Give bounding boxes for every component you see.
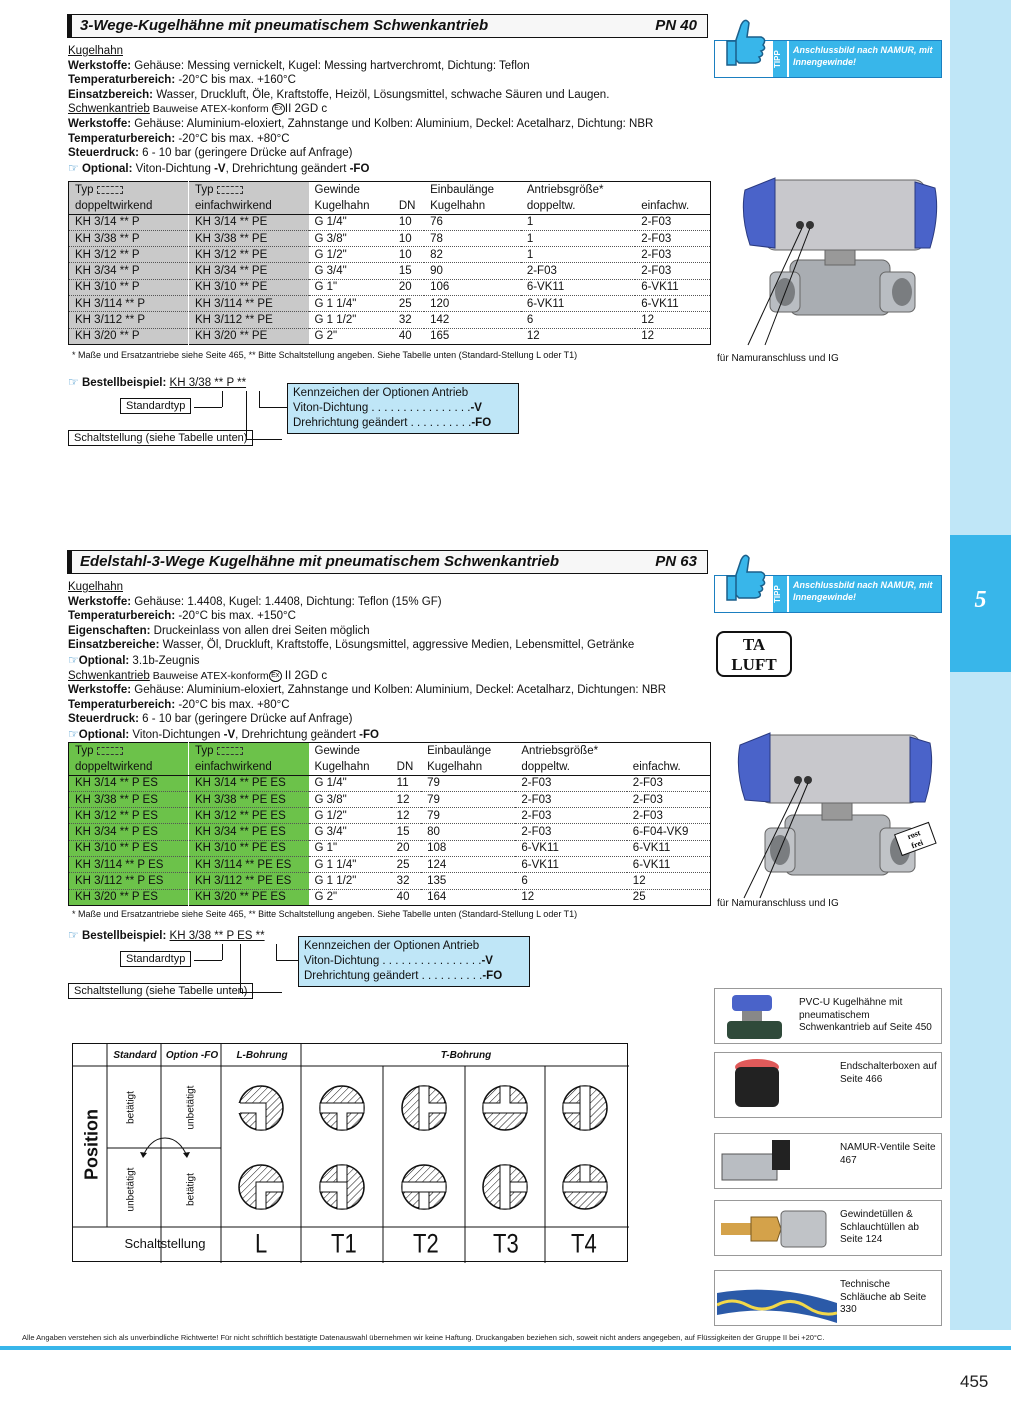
table-cell: 25 [393,296,424,312]
pointing-hand-icon: ☞ [68,160,79,175]
t2-bore-top [402,1086,446,1130]
table-row [69,312,711,328]
table-header-cell: einfachwirkend [189,198,309,214]
standardtyp-label: Standardtyp [120,951,191,967]
table-cell: 20 [391,840,421,856]
table-cell: 6-VK11 [515,857,626,873]
table-cell: KH 3/14 ** PE [189,214,309,230]
table-row [69,840,711,856]
table-header-cell: einfachwirkend [189,759,309,775]
table-cell: 6-VK11 [521,296,635,312]
table-cell: G 1/2" [309,808,391,824]
table-row [69,279,711,295]
tipp-tag: TIPP [773,576,787,612]
table-cell: 25 [391,857,421,873]
table-cell: 135 [421,873,515,889]
table-cell: KH 3/10 ** PE [189,279,309,295]
table-row [69,775,711,791]
header-typ: Typ [69,743,189,759]
table-cell: KH 3/34 ** P ES [69,824,189,840]
related-gewindetuellen[interactable]: Gewindetüllen & Schlauchtüllen ab Seite 124 [714,1200,942,1256]
svg-text:frei: frei [910,837,925,851]
rotation-arrows-icon [137,1134,193,1164]
table-header-cell: Gewinde [314,183,360,196]
table-header-cell: Kugelhahn [309,759,391,775]
table-cell: 1 [521,214,635,230]
table-cell: 120 [424,296,521,312]
actuator-symbol-icon [217,747,243,755]
section2-photo-caption: für Namuranschluss und IG [717,898,839,909]
technical-hose-image [717,1273,837,1325]
section1-title: 3-Wege-Kugelhähne mit pneumatischem Schwenkantrieb [80,17,489,34]
pvc-valve-image [717,991,797,1043]
table-cell: G 1" [309,279,393,295]
position-table [72,1043,628,1262]
header-t-bohrung: T-Bohrung [440,1050,492,1061]
table-cell: 79 [421,775,515,791]
t4-bore-bottom [563,1165,607,1209]
related-technische-schlaeuche[interactable]: Technische Schläuche ab Seite 330 [714,1270,942,1326]
pointing-hand-icon: ☞ [68,375,79,389]
switch-type-t2: T2 [413,1228,439,1259]
header-l-bohrung: L-Bohrung [236,1050,288,1061]
table-cell: 2-F03 [521,263,635,279]
table-cell: G 1 1/2" [309,873,391,889]
table-cell: KH 3/12 ** P [69,247,189,263]
betaetigt-bottom: betätigt [185,1173,197,1206]
table-cell: 10 [393,247,424,263]
disclaimer: Alle Angaben verstehen sich als unverbindliche Richtwerte! Für nicht schriftlich bestätigte Datenauswahl übernehmen wir keine Haftung. Druckangaben beziehen sich, soweit nicht anders angegeben, auf Flüssigkeiten der Gruppe II bei +20°C. [22,1333,825,1342]
position-label: Position [81,1109,102,1180]
table-cell: KH 3/12 ** P ES [69,808,189,824]
header-typ: Typ [189,182,309,198]
table-cell: 2-F03 [627,808,711,824]
tipp-text: Anschlussbild nach NAMUR, mit Innengewinde! [789,576,941,612]
table-cell: KH 3/114 ** P ES [69,857,189,873]
section2-order-example: ☞ Bestellbeispiel: KH 3/38 ** P ES ** [68,928,265,942]
table-cell: 2-F03 [627,791,711,807]
t1-bore-bottom [320,1165,364,1209]
page-number: 455 [960,1372,989,1391]
table-cell: KH 3/12 ** PE [189,247,309,263]
table-header-cell: doppeltw. [515,759,626,775]
table-cell: 106 [424,279,521,295]
table-cell: G 1/4" [309,775,391,791]
table-cell: G 1 1/4" [309,857,391,873]
table-cell: 2-F03 [635,263,710,279]
table-cell: 12 [521,328,635,344]
schaltstellung-label: Schaltstellung (siehe Tabelle unten) [68,983,253,999]
table-cell: KH 3/20 ** PE [189,328,309,344]
table-cell: G 1/4" [309,214,393,230]
section1-options-box: Kennzeichen der Optionen Antrieb Viton-Dichtung . . . . . . . . . . . . . . . .-V Drehrichtung geändert . . . . . . . . . .-FO [287,383,519,434]
table-header-cell [627,743,711,759]
table-row [69,791,711,807]
tipp-text: Anschlussbild nach NAMUR, mit Innengewinde! [789,41,941,77]
ex-icon: Ex [272,103,285,115]
table-cell: G 1" [309,840,391,856]
table-cell: KH 3/112 ** P ES [69,873,189,889]
pointing-hand-icon: ☞ [68,652,79,667]
table-cell: KH 3/20 ** P [69,328,189,344]
related-endschalterboxen[interactable]: Endschalterboxen auf Seite 466 [714,1052,942,1118]
table-cell: 15 [391,824,421,840]
table-cell: KH 3/114 ** PE ES [189,857,309,873]
section2-footnote: * Maße und Ersatzantriebe siehe Seite 465, ** Bitte Schaltstellung angeben. Siehe Tabelle unten (Standard-Stellung L oder T1) [72,909,578,919]
table-cell: KH 3/34 ** P [69,263,189,279]
table-cell: KH 3/34 ** PE [189,263,309,279]
section1-pressure-rating: PN 40 [655,17,697,34]
schaltstellung-row-label: Schaltstellung [124,1236,206,1251]
table-header-cell [391,743,421,759]
table-cell: 6 [515,873,626,889]
header-typ: Typ [69,182,189,198]
table-cell: KH 3/14 ** P ES [69,775,189,791]
table-cell: KH 3/20 ** P ES [69,889,189,905]
section1-spec: Kugelhahn Werkstoffe: Gehäuse: Messing vernickelt, Kugel: Messing hartverchromt, Dichtung: Teflon Temperaturbereich: -20°C bis max. +160°C Einsatzbereich: Wasser, Druckluft, Öle, Kraftstoffe, Heizöl, Lösungsmittel, schwache Säuren und Laugen. Schwenkantrieb Bauweise ATEX-konform Ex II 2GD c Werkstoffe: Gehäuse: Aluminium-eloxiert, Zahnstange und Kolben: Aluminium, Deckel: Acetalharz, Dichtung: NBR Temperaturbereich: -20°C bis max. +80°C Steuerdruck: 6 - 10 bar (geringere Drücke auf Anfrage) ☞ Optional: Viton-Dichtung -V, Drehrichtung geändert -FO [68,45,654,175]
schwenkantrieb-heading: Schwenkantrieb [68,103,150,116]
section1-photo-caption: für Namuranschluss und IG [717,353,839,364]
table-cell: 165 [424,328,521,344]
table-cell: 12 [627,873,711,889]
section1-product-table [68,181,711,345]
table-cell: KH 3/34 ** PE ES [189,824,309,840]
header-typ: Typ [189,743,309,759]
table-cell: KH 3/114 ** PE [189,296,309,312]
table-cell: 6-VK11 [627,840,711,856]
table-cell: 2-F03 [515,808,626,824]
pointing-hand-icon: ☞ [68,726,79,741]
table-cell: 6-VK11 [635,279,710,295]
table-cell: 142 [424,312,521,328]
table-header-cell: Gewinde [314,744,360,757]
header-standard: Standard [113,1050,157,1061]
table-cell: KH 3/14 ** P [69,214,189,230]
table-cell: KH 3/10 ** P [69,279,189,295]
unbetaetigt-bottom: unbetätigt [125,1167,137,1212]
t2-bore-bottom [402,1165,446,1209]
unbetaetigt-top: unbetätigt [185,1085,197,1130]
table-cell: KH 3/114 ** P [69,296,189,312]
table-row [69,824,711,840]
table-header-cell: Einbaulänge [430,183,495,196]
limit-switch-box-image [717,1055,797,1117]
tipp-tag: TIPP [773,41,787,77]
order-code: KH 3/38 ** P ES ** [169,930,265,942]
table-cell: 2-F03 [635,247,710,263]
table-row [69,328,711,344]
table-cell: 80 [421,824,515,840]
t3-bore-bottom [483,1165,527,1209]
table-cell: 78 [424,230,521,246]
table-header-cell: doppeltw. [521,198,635,214]
table-cell: 10 [393,214,424,230]
t4-bore-top [563,1086,607,1130]
table-cell: 2-F03 [635,214,710,230]
table-row [69,263,711,279]
table-cell: 164 [421,889,515,905]
table-cell: KH 3/10 ** P ES [69,840,189,856]
section1-title-bar [67,14,708,38]
table-cell: 6 [521,312,635,328]
table-cell: KH 3/14 ** PE ES [189,775,309,791]
table-cell: 10 [393,230,424,246]
ex-icon: Ex [269,670,282,682]
table-cell: KH 3/38 ** PE [189,230,309,246]
switch-type-l: L [255,1228,268,1259]
table-header-cell: Antriebsgröße* [526,183,604,196]
switch-type-t4: T4 [571,1228,597,1259]
switch-type-t3: T3 [493,1228,519,1259]
table-row [69,230,711,246]
table-row [69,873,711,889]
ta-luft-badge: TA LUFT [716,631,792,677]
actuator-symbol-icon [217,186,243,194]
related-namur-ventile[interactable]: NAMUR-Ventile Seite 467 [714,1133,942,1189]
table-cell: 40 [391,889,421,905]
section2-tipp [714,575,942,613]
order-code: KH 3/38 ** P ** [169,377,247,389]
chapter-number: 5 [974,587,987,613]
table-cell: 12 [391,791,421,807]
table-header-cell: DN [391,759,421,775]
table-cell: 6-VK11 [627,857,711,873]
t3-bore-top [483,1086,527,1130]
namur-valve-image [717,1136,797,1188]
thumbs-up-icon [723,550,769,610]
table-cell: KH 3/112 ** PE ES [189,873,309,889]
table-header-cell: Kugelhahn [309,198,393,214]
table-cell: G 3/8" [309,791,391,807]
section2-title: Edelstahl-3-Wege Kugelhähne mit pneumatischem Schwenkantrieb [80,553,559,570]
table-cell: 12 [635,328,710,344]
table-cell: KH 3/38 ** P ES [69,791,189,807]
table-cell: 12 [635,312,710,328]
table-cell: 79 [421,808,515,824]
table-cell: 2-F03 [515,791,626,807]
section2-product-table [68,742,711,906]
table-cell: 6-VK11 [521,279,635,295]
t1-bore-top [320,1086,364,1130]
table-header-cell: einfachw. [627,759,711,775]
bore-diagrams [221,1066,629,1227]
standardtyp-label: Standardtyp [120,398,191,414]
table-cell: KH 3/12 ** PE ES [189,808,309,824]
section2-spec: Kugelhahn Werkstoffe: Gehäuse: 1.4408, Kugel: 1.4408, Dichtung: Teflon (15% GF) Temperaturbereich: -20°C bis max. +150°C Eigenschaften: Druckeinlass von allen drei Seiten möglich Einsatzbereiche: Wasser, Öl, Druckluft, Kraftstoffe, Lösungsmittel, aggressive Medien, Lebensmittel, Getränke ☞Optional: 3.1b-Zeugnis Schwenkantrieb Bauweise ATEX-konform Ex II 2GD c Werkstoffe: Gehäuse: Aluminium-eloxiert, Zahnstange und Kolben: Aluminium, Deckel: Acetalharz, Dichtungen: NBR Temperaturbereich: -20°C bis max. +80°C Steuerdruck: 6 - 10 bar (geringere Drücke auf Anfrage) ☞Optional: Viton-Dichtungen -V, Drehrichtung geändert -FO [68,581,667,741]
section2-pressure-rating: PN 63 [655,553,697,570]
table-row [69,889,711,905]
table-cell: 32 [391,873,421,889]
table-cell: G 2" [309,328,393,344]
table-cell: G 3/4" [309,824,391,840]
table-cell: 11 [391,775,421,791]
table-cell: 25 [627,889,711,905]
table-header-cell: DN [393,198,424,214]
table-cell: 6-F04-VK9 [627,824,711,840]
table-cell: KH 3/112 ** P [69,312,189,328]
table-header-cell [393,182,424,198]
table-cell: 82 [424,247,521,263]
table-cell: G 1/2" [309,247,393,263]
section2-title-bar [67,550,708,574]
table-header-cell: einfachw. [635,198,710,214]
table-cell: 2-F03 [515,824,626,840]
table-cell: 32 [393,312,424,328]
table-header-cell: doppeltwirkend [69,759,189,775]
table-cell: G 1 1/2" [309,312,393,328]
table-cell: G 2" [309,889,391,905]
table-cell: 108 [421,840,515,856]
table-row [69,808,711,824]
table-cell: 6-VK11 [515,840,626,856]
table-row [69,247,711,263]
table-cell: 2-F03 [627,775,711,791]
betaetigt-top: betätigt [125,1091,137,1124]
thumbs-up-icon [723,15,769,75]
switch-type-t1: T1 [331,1228,357,1259]
table-cell: 40 [393,328,424,344]
table-row [69,296,711,312]
actuator-symbol-icon [97,186,123,194]
table-cell: KH 3/112 ** PE [189,312,309,328]
table-cell: 2-F03 [515,775,626,791]
pointing-hand-icon: ☞ [68,928,79,942]
header-option-fo: Option -FO [165,1050,219,1061]
table-header-cell: Kugelhahn [421,759,515,775]
svg-text:rost: rost [906,828,922,842]
section1-product-photo [730,160,940,350]
table-header-cell: Kugelhahn [424,198,521,214]
table-cell: G 3/8" [309,230,393,246]
table-cell: 79 [421,791,515,807]
related-pvc-kugelhaehne[interactable]: PVC-U Kugelhähne mit pneumatischem Schwenkantrieb auf Seite 450 [714,988,942,1044]
table-cell: 15 [393,263,424,279]
table-cell: 76 [424,214,521,230]
table-header-cell: doppeltwirkend [69,198,189,214]
table-row [69,214,711,230]
section2-product-photo [730,720,945,900]
l-bore-top [234,1086,283,1130]
hose-fitting-image [717,1203,837,1255]
chapter-tab[interactable] [950,535,1011,672]
section2-options-box: Kennzeichen der Optionen Antrieb Viton-Dichtung . . . . . . . . . . . . . . . .-V Drehrichtung geändert . . . . . . . . . .-FO [298,936,530,987]
table-cell: 20 [393,279,424,295]
table-row [69,857,711,873]
l-bore-bottom [239,1165,283,1209]
table-cell: G 3/4" [309,263,393,279]
table-header-cell [635,182,710,198]
table-cell: 124 [421,857,515,873]
actuator-symbol-icon [97,747,123,755]
table-cell: 12 [391,808,421,824]
table-cell: 1 [521,230,635,246]
table-cell: G 1 1/4" [309,296,393,312]
table-header-cell: Einbaulänge [427,744,492,757]
rostfrei-badge [895,822,936,855]
table-cell: KH 3/38 ** PE ES [189,791,309,807]
table-cell: KH 3/10 ** PE ES [189,840,309,856]
table-cell: 1 [521,247,635,263]
section1-tipp [714,40,942,78]
section1-footnote: * Maße und Ersatzantriebe siehe Seite 465, ** Bitte Schaltstellung angeben. Siehe Tabelle unten (Standard-Stellung L oder T1) [72,350,578,360]
table-header-cell: Antriebsgröße* [521,744,599,757]
schaltstellung-label: Schaltstellung (siehe Tabelle unten) [68,430,253,446]
table-cell: KH 3/38 ** P [69,230,189,246]
table-cell: 2-F03 [635,230,710,246]
footer-rule [0,1346,1011,1350]
kugelhahn-heading: Kugelhahn [68,45,123,57]
table-cell: KH 3/20 ** PE ES [189,889,309,905]
table-cell: 90 [424,263,521,279]
table-cell: 12 [515,889,626,905]
table-cell: 6-VK11 [635,296,710,312]
section1-order-example: ☞ Bestellbeispiel: KH 3/38 ** P ** [68,375,247,389]
